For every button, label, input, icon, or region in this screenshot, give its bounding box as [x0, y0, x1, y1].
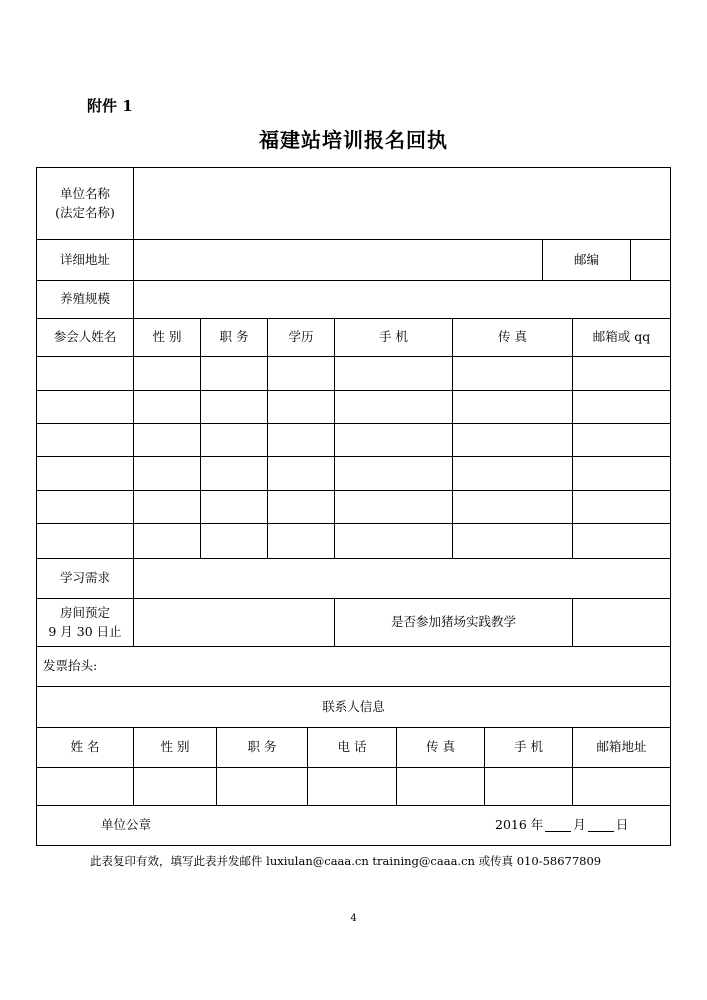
- unit-name-field[interactable]: [134, 168, 671, 240]
- attendee-cell[interactable]: [335, 491, 453, 524]
- attendee-cell[interactable]: [134, 491, 201, 524]
- contact-header-row: [37, 728, 671, 768]
- room-booking-field[interactable]: [134, 599, 335, 647]
- attendee-cell[interactable]: [335, 524, 453, 559]
- attachment-label: 附件 1: [87, 97, 133, 115]
- contact-cell[interactable]: [485, 768, 573, 806]
- attendee-cell[interactable]: [268, 391, 335, 424]
- attendee-cell[interactable]: [335, 391, 453, 424]
- date-day-label: 日: [615, 817, 629, 833]
- attendee-cell[interactable]: [201, 357, 268, 391]
- contact-cell[interactable]: [308, 768, 397, 806]
- contact-header-phone: 电 话: [308, 728, 397, 768]
- contact-cell[interactable]: [37, 768, 134, 806]
- attendee-cell[interactable]: [201, 424, 268, 457]
- attendee-cell[interactable]: [453, 391, 573, 424]
- registration-form-table: [36, 167, 671, 846]
- date-month-label: 月: [573, 817, 586, 833]
- signing-date: [495, 806, 628, 845]
- attendee-row: [37, 457, 671, 491]
- invoice-title-field[interactable]: [37, 647, 671, 687]
- room-booking-label: [37, 599, 134, 647]
- attendee-cell[interactable]: [37, 424, 134, 457]
- attendee-cell[interactable]: [134, 524, 201, 559]
- attendee-cell[interactable]: [573, 357, 671, 391]
- scale-label: 养殖规模: [37, 281, 134, 319]
- room-booking-label-line2: 9 月 30 日止: [48, 623, 122, 639]
- attendee-cell[interactable]: [335, 457, 453, 491]
- attendee-cell[interactable]: [201, 524, 268, 559]
- unit-seal-label: 单位公章: [101, 817, 152, 833]
- attendee-cell[interactable]: [134, 424, 201, 457]
- attendee-cell[interactable]: [268, 357, 335, 391]
- date-year-label: 2016 年: [495, 817, 544, 833]
- contact-cell[interactable]: [217, 768, 308, 806]
- attendee-header-row: [37, 319, 671, 357]
- attendee-cell[interactable]: [134, 457, 201, 491]
- attendee-header-fax: 传 真: [453, 319, 573, 357]
- unit-name-label: [37, 168, 134, 240]
- study-needs-field[interactable]: [134, 559, 671, 599]
- attendee-row: [37, 424, 671, 457]
- contact-header-gender: 性 别: [134, 728, 217, 768]
- attendee-header-position: 职 务: [201, 319, 268, 357]
- attendee-cell[interactable]: [573, 524, 671, 559]
- contact-header-fax: 传 真: [397, 728, 485, 768]
- attendee-cell[interactable]: [37, 357, 134, 391]
- attendee-cell[interactable]: [573, 391, 671, 424]
- attendee-cell[interactable]: [335, 424, 453, 457]
- postcode-field[interactable]: [631, 240, 671, 281]
- attendee-cell[interactable]: [453, 457, 573, 491]
- unit-name-label-line2: (法定名称): [55, 204, 115, 220]
- attendee-cell[interactable]: [268, 457, 335, 491]
- attendee-cell[interactable]: [134, 391, 201, 424]
- attendee-cell[interactable]: [268, 491, 335, 524]
- attendee-header-gender: 性 别: [134, 319, 201, 357]
- footer-note: 此表复印有效，填写此表并发邮件 luxiulan@caaa.cn training@caaa.cn 或传真 010-58677809: [90, 854, 602, 868]
- contact-cell[interactable]: [573, 768, 671, 806]
- attendee-cell[interactable]: [453, 491, 573, 524]
- contact-row: [37, 768, 671, 806]
- attendee-cell[interactable]: [201, 391, 268, 424]
- pig-farm-question-label: 是否参加猪场实践教学: [335, 599, 573, 647]
- contact-header-name: 姓 名: [37, 728, 134, 768]
- attendee-cell[interactable]: [453, 424, 573, 457]
- attendee-row: [37, 391, 671, 424]
- attendee-cell[interactable]: [134, 357, 201, 391]
- contact-header-mobile: 手 机: [485, 728, 573, 768]
- form-title: 福建站培训报名回执: [259, 128, 448, 152]
- room-booking-label-line1: 房间预定: [59, 604, 110, 620]
- attendee-row: [37, 524, 671, 559]
- attendee-cell[interactable]: [37, 491, 134, 524]
- contact-cell[interactable]: [134, 768, 217, 806]
- study-needs-label: 学习需求: [37, 559, 134, 599]
- invoice-title-label: 发票抬头:: [43, 658, 98, 674]
- attendee-cell[interactable]: [201, 457, 268, 491]
- attendee-cell[interactable]: [573, 457, 671, 491]
- date-month-blank[interactable]: [545, 819, 571, 832]
- contact-section-label: 联系人信息: [37, 687, 671, 728]
- address-label: 详细地址: [37, 240, 134, 281]
- attendee-header-name: 参会人姓名: [37, 319, 134, 357]
- attendee-cell[interactable]: [37, 524, 134, 559]
- page-number: 4: [350, 913, 357, 924]
- attendee-cell[interactable]: [573, 491, 671, 524]
- attendee-header-mobile: 手 机: [335, 319, 453, 357]
- seal-and-date-row: [37, 806, 671, 846]
- attendee-cell[interactable]: [335, 357, 453, 391]
- attendee-header-email: 邮箱或 qq: [573, 319, 671, 357]
- attendee-row: [37, 357, 671, 391]
- attendee-cell[interactable]: [268, 424, 335, 457]
- attendee-cell[interactable]: [37, 391, 134, 424]
- contact-header-position: 职 务: [217, 728, 308, 768]
- contact-cell[interactable]: [397, 768, 485, 806]
- attendee-header-education: 学历: [268, 319, 335, 357]
- unit-name-label-line1: 单位名称: [59, 185, 110, 201]
- attendee-row: [37, 491, 671, 524]
- attendee-cell[interactable]: [453, 357, 573, 391]
- date-day-blank[interactable]: [588, 819, 614, 832]
- scale-field[interactable]: [134, 281, 671, 319]
- contact-header-email: 邮箱地址: [573, 728, 671, 768]
- attendee-cell[interactable]: [201, 491, 268, 524]
- pig-farm-answer-field[interactable]: [573, 599, 671, 647]
- attendee-cell[interactable]: [573, 424, 671, 457]
- attendee-cell[interactable]: [37, 457, 134, 491]
- attendee-cell[interactable]: [268, 524, 335, 559]
- attendee-cell[interactable]: [453, 524, 573, 559]
- address-field[interactable]: [134, 240, 543, 281]
- postcode-label: 邮编: [543, 240, 631, 281]
